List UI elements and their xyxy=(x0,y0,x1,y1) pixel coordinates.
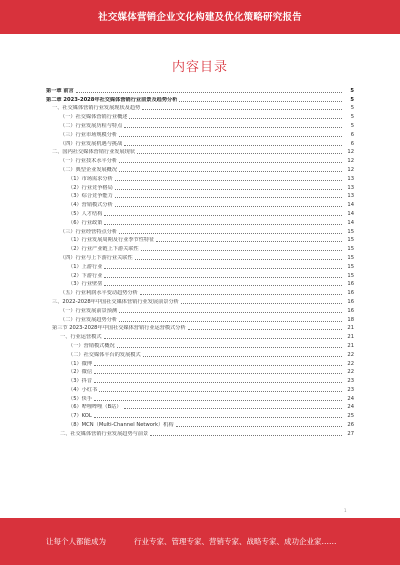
toc-entry-page: 14 xyxy=(347,202,354,209)
toc-entry-title: （三）行业市场规模分析 xyxy=(60,131,118,138)
toc-entry-page: 13 xyxy=(347,193,354,200)
toc-entry-title: （二）典型企业发展概况 xyxy=(60,166,118,173)
toc-entry[interactable] xyxy=(46,261,354,270)
toc-leader-dots xyxy=(119,233,342,234)
toc-entry-title: 第三节 2023-2028年中国社交媒体营销行业运营模式分析 xyxy=(52,325,186,332)
toc-leader-dots xyxy=(176,426,342,427)
toc-entry-page: 18 xyxy=(347,316,354,323)
toc-leader-dots xyxy=(115,189,342,190)
toc-heading: 内容目录 xyxy=(171,60,228,75)
toc-entry-title: （二）行业发展趋势分析 xyxy=(60,316,118,323)
toc-entry-title: （3）行业壁垒 xyxy=(68,281,103,288)
toc-entry-page: 15 xyxy=(347,228,354,235)
toc-entry[interactable] xyxy=(46,331,354,340)
toc-entry-page: 27 xyxy=(347,430,354,437)
footer-tagline: 行业专家、管理专家、营销专家、战略专家、成功企业家…… xyxy=(134,537,337,546)
toc-entry[interactable] xyxy=(46,173,354,182)
toc-entry[interactable] xyxy=(46,226,354,235)
toc-entry[interactable] xyxy=(46,138,354,147)
toc-entry-title: （2）行业竞争格局 xyxy=(68,184,113,191)
toc-entry-page: 23 xyxy=(347,386,354,393)
toc-leader-dots xyxy=(117,347,342,348)
toc-entry-page: 16 xyxy=(347,298,354,305)
toc-entry-title: （四）行业与上下游行业关联性 xyxy=(60,254,133,261)
toc-entry[interactable] xyxy=(46,323,354,332)
toc-entry-title: （五）行业利润水平变动趋势分析 xyxy=(60,290,138,297)
toc-leader-dots xyxy=(137,153,342,154)
toc-leader-dots xyxy=(150,435,342,436)
toc-entry[interactable] xyxy=(46,393,354,402)
toc-leader-dots xyxy=(179,101,342,102)
toc-entry-page: 15 xyxy=(347,246,354,253)
toc-entry-page: 15 xyxy=(347,272,354,279)
page-number: 1 xyxy=(344,508,347,513)
toc-entry[interactable] xyxy=(46,164,354,173)
toc-entry-page: 24 xyxy=(347,404,354,411)
toc-leader-dots xyxy=(135,259,342,260)
toc-entry-page: 13 xyxy=(347,175,354,182)
toc-entry[interactable] xyxy=(46,305,354,314)
toc-entry-title: （7）KOL xyxy=(68,413,92,420)
toc-leader-dots xyxy=(104,215,342,216)
toc-entry-title: （一）社交媒体营销行业概述 xyxy=(60,114,128,121)
toc-entry-page: 5 xyxy=(350,122,354,129)
toc-entry[interactable] xyxy=(46,85,354,94)
toc-leader-dots xyxy=(142,109,342,110)
toc-entry[interactable] xyxy=(46,279,354,288)
toc-entry-page: 15 xyxy=(347,263,354,270)
toc-entry[interactable] xyxy=(46,428,354,437)
toc-entry-title: （2）行业产业链上下游关联性 xyxy=(68,246,139,253)
toc-leader-dots xyxy=(104,268,342,269)
toc-entry[interactable] xyxy=(46,340,354,349)
toc-leader-dots xyxy=(94,382,342,383)
toc-entry-title: （6）行业政策 xyxy=(68,219,103,226)
toc-entry-page: 13 xyxy=(347,184,354,191)
toc-leader-dots xyxy=(119,136,342,137)
toc-entry-page: 14 xyxy=(347,219,354,226)
toc-entry-title: （2）下游行业 xyxy=(68,272,103,279)
toc-leader-dots xyxy=(143,356,342,357)
toc-leader-dots xyxy=(119,321,342,322)
footer-banner xyxy=(0,518,400,565)
toc-entry[interactable] xyxy=(46,349,354,358)
toc-entry-page: 21 xyxy=(347,325,354,332)
toc-leader-dots xyxy=(76,92,342,93)
toc-leader-dots xyxy=(119,312,342,313)
toc-entry[interactable] xyxy=(46,208,354,217)
toc-entry[interactable] xyxy=(46,94,354,103)
toc-entry-title: （1）行业发展周期及行业季节性特征 xyxy=(68,237,155,244)
toc-leader-dots xyxy=(94,417,342,418)
toc-entry[interactable] xyxy=(46,410,354,419)
toc-leader-dots xyxy=(124,127,342,128)
toc-entry[interactable] xyxy=(46,147,354,156)
toc-entry[interactable] xyxy=(46,155,354,164)
toc-entry[interactable] xyxy=(46,296,354,305)
toc-entry[interactable] xyxy=(46,103,354,112)
toc-entry-title: （1）微博 xyxy=(68,360,93,367)
toc-leader-dots xyxy=(104,224,342,225)
toc-entry[interactable] xyxy=(46,419,354,428)
toc-entry-title: 三、2022-2028年中国社交媒体营销行业发展前景分析 xyxy=(52,298,179,305)
toc-leader-dots xyxy=(99,391,342,392)
toc-entry-title: （5）快手 xyxy=(68,395,93,402)
toc-entry-title: 一、社交媒体营销行业发展现状及趋势 xyxy=(52,105,141,112)
toc-leader-dots xyxy=(104,277,342,278)
toc-entry-title: （4）营销模式分析 xyxy=(68,202,113,209)
toc-entry-page: 5 xyxy=(350,87,354,94)
toc-entry[interactable] xyxy=(46,199,354,208)
toc-entry[interactable] xyxy=(46,287,354,296)
toc-entry-title: （3）抖音 xyxy=(68,378,93,385)
toc-entry-page: 21 xyxy=(347,342,354,349)
toc-entry-page: 6 xyxy=(350,140,354,147)
toc-entry-title: （一）行业技术水平分析 xyxy=(60,158,118,165)
toc-leader-dots xyxy=(188,329,342,330)
toc-entry-page: 26 xyxy=(347,422,354,429)
toc-leader-dots xyxy=(156,241,342,242)
toc-entry[interactable] xyxy=(46,120,354,129)
footer-slogan: 让每个人都能成为 xyxy=(46,537,106,546)
toc-entry-title: （一）营销模式概况 xyxy=(68,342,115,349)
toc-entry-page: 24 xyxy=(347,395,354,402)
toc-entry-page: 25 xyxy=(347,413,354,420)
toc-entry-page: 15 xyxy=(347,254,354,261)
toc-leader-dots xyxy=(115,206,342,207)
header-banner xyxy=(0,0,400,34)
toc-leader-dots xyxy=(124,145,342,146)
toc-entry[interactable] xyxy=(46,314,354,323)
toc-entry[interactable] xyxy=(46,217,354,226)
toc-entry[interactable] xyxy=(46,111,354,120)
toc-leader-dots xyxy=(124,408,342,409)
toc-entry-title: （二）行业发展历程与特点 xyxy=(60,122,123,129)
toc-entry-title: （一）行业发展前景预测 xyxy=(60,307,118,314)
toc-entry[interactable] xyxy=(46,402,354,411)
toc-entry[interactable] xyxy=(46,243,354,252)
toc-entry-page: 16 xyxy=(347,290,354,297)
toc-leader-dots xyxy=(104,285,342,286)
toc-leader-dots xyxy=(140,294,342,295)
toc-leader-dots xyxy=(129,118,342,119)
toc-leader-dots xyxy=(115,197,342,198)
toc-leader-dots xyxy=(94,373,342,374)
toc-entry-title: （8）MCN（Multi-Channel Network）机构 xyxy=(68,422,174,429)
toc-entry-page: 16 xyxy=(347,281,354,288)
toc-entry[interactable] xyxy=(46,191,354,200)
toc-entry-title: 一、行业运营模式 xyxy=(60,334,102,341)
toc-entry[interactable] xyxy=(46,375,354,384)
toc-entry-title: （1）上游行业 xyxy=(68,263,103,270)
toc-entry-page: 22 xyxy=(347,360,354,367)
toc-entry-page: 12 xyxy=(347,158,354,165)
toc-entry[interactable] xyxy=(46,235,354,244)
toc-entry-page: 12 xyxy=(347,166,354,173)
toc-leader-dots xyxy=(104,338,342,339)
toc-entry-title: （3）综合竞争能力 xyxy=(68,193,113,200)
toc-entry-page: 5 xyxy=(350,114,354,121)
toc-entry[interactable] xyxy=(46,182,354,191)
toc-entry-page: 22 xyxy=(347,351,354,358)
toc-entry-title: （三）行业经营特点分析 xyxy=(60,228,118,235)
toc-entry[interactable] xyxy=(46,252,354,261)
toc-entry[interactable] xyxy=(46,358,354,367)
toc-entry-page: 15 xyxy=(347,237,354,244)
toc-entry-title: （1）市场需求分析 xyxy=(68,175,113,182)
toc-entry-title: 二、社交媒体营销行业发展趋势与前景 xyxy=(60,430,149,437)
toc-leader-dots xyxy=(141,250,342,251)
toc-entry-title: 第一章 前言 xyxy=(46,87,74,94)
toc-entry-title: （四）行业发展机遇与挑战 xyxy=(60,140,123,147)
toc-entry-page: 23 xyxy=(347,378,354,385)
toc-entry-page: 22 xyxy=(347,369,354,376)
toc-entry[interactable] xyxy=(46,367,354,376)
toc-entry-title: 二、国内社交媒体营销行业发展现状 xyxy=(52,149,136,156)
table-of-contents xyxy=(46,85,354,437)
toc-entry-title: （5）人才结构 xyxy=(68,210,103,217)
toc-entry-page: 21 xyxy=(347,334,354,341)
toc-entry[interactable] xyxy=(46,384,354,393)
toc-entry-title: （4）小红书 xyxy=(68,386,98,393)
toc-entry[interactable] xyxy=(46,270,354,279)
toc-entry-page: 16 xyxy=(347,307,354,314)
toc-leader-dots xyxy=(94,365,342,366)
toc-leader-dots xyxy=(115,180,342,181)
report-title: 社交媒体营销企业文化构建及优化策略研究报告 xyxy=(98,12,302,23)
toc-entry-title: （二）社交媒体平台的发展模式 xyxy=(68,351,141,358)
toc-entry-page: 5 xyxy=(350,96,354,103)
toc-entry-page: 14 xyxy=(347,210,354,217)
toc-entry-page: 6 xyxy=(350,131,354,138)
toc-leader-dots xyxy=(94,400,342,401)
toc-entry-page: 12 xyxy=(347,149,354,156)
toc-leader-dots xyxy=(181,303,342,304)
toc-entry-page: 5 xyxy=(350,105,354,112)
toc-leader-dots xyxy=(119,162,342,163)
toc-entry-title: （2）微信 xyxy=(68,369,93,376)
toc-entry[interactable] xyxy=(46,129,354,138)
toc-entry-title: 第二章 2023-2028年社交媒体营销行业前景及趋势分析 xyxy=(46,96,178,103)
toc-leader-dots xyxy=(119,171,342,172)
toc-entry-title: （6）哔哩哔哩（B站） xyxy=(68,404,122,411)
